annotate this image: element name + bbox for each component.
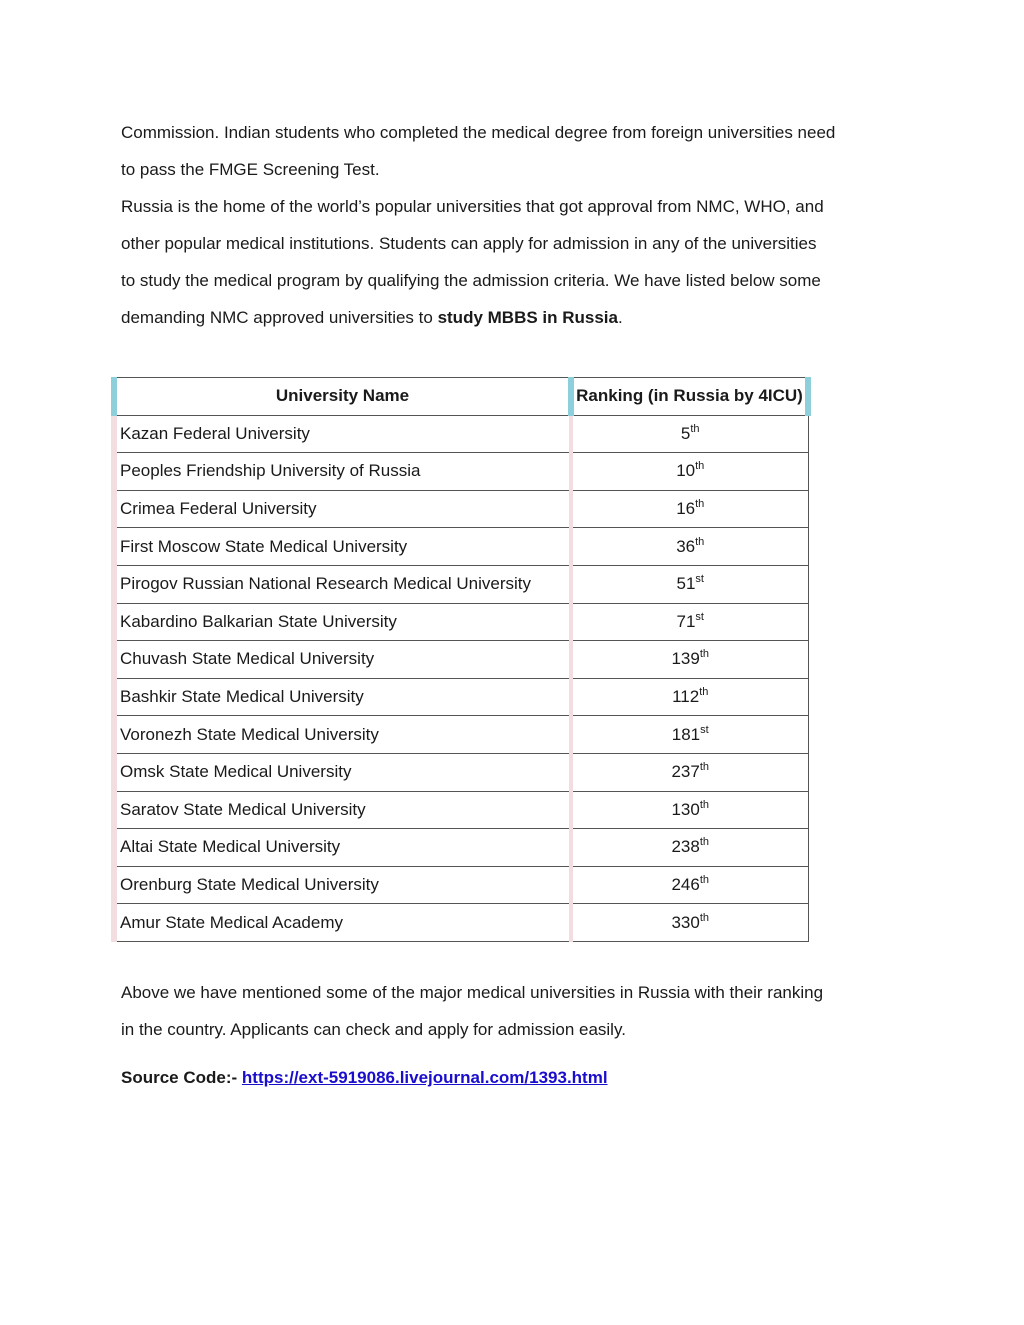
header-ranking: Ranking (in Russia by 4ICU) (571, 378, 808, 416)
rank-number: 237 (671, 762, 700, 782)
rank-number: 139 (671, 649, 700, 669)
ranking-cell (571, 528, 808, 566)
university-name-cell: Orenburg State Medical University (114, 866, 571, 904)
university-name-cell: Crimea Federal University (114, 490, 571, 528)
header-university-name: University Name (114, 378, 571, 416)
intro-line-1: Commission. Indian students who completed the medical degree from foreign universities need (121, 123, 836, 142)
rank-number: 51 (676, 574, 696, 594)
rank-ordinal-suffix: th (690, 422, 700, 435)
table-row (114, 678, 808, 716)
rank-ordinal-suffix: th (695, 460, 705, 473)
rank-number: 16 (676, 499, 696, 519)
russia-line-1: Russia is the home of the world’s popular universities that got approval from NMC, WHO, and (121, 197, 824, 216)
russia-paragraph (121, 188, 921, 336)
ranking-cell (571, 829, 808, 867)
table-header-row (114, 378, 808, 416)
table-row (114, 829, 808, 867)
rank-number: 112 (672, 687, 700, 707)
ranking-cell (571, 453, 808, 491)
rank-number: 330 (671, 912, 700, 932)
table-row (114, 641, 808, 679)
table-row (114, 603, 808, 641)
rank-ordinal-suffix: th (699, 798, 710, 811)
study-mbbs-bold-text: study MBBS in Russia (437, 308, 618, 327)
ranking-cell (571, 866, 808, 904)
rank-ordinal-suffix: th (699, 874, 710, 887)
rank-ordinal-suffix: st (695, 610, 704, 623)
university-name-cell: First Moscow State Medical University (114, 528, 571, 566)
rank-number: 130 (671, 799, 700, 819)
ranking-cell (571, 641, 808, 679)
ranking-cell (571, 565, 808, 603)
university-ranking-table (111, 377, 811, 942)
university-name-cell: Pirogov Russian National Research Medical University (114, 565, 571, 603)
ranking-cell (571, 716, 808, 754)
table-row (114, 528, 808, 566)
university-name-cell: Chuvash State Medical University (114, 641, 571, 679)
table-row (114, 565, 808, 603)
rank-number: 246 (671, 875, 700, 895)
rank-ordinal-suffix: th (699, 911, 710, 924)
ranking-cell (571, 904, 808, 942)
outro-line-1: Above we have mentioned some of the major medical universities in Russia with their ranking (121, 983, 824, 1002)
ranking-cell (571, 415, 808, 453)
ranking-cell (571, 753, 808, 791)
table-row (114, 904, 808, 942)
rank-number: 10 (676, 461, 696, 481)
russia-line-2: other popular medical institutions. Students can apply for admission in any of the universities (121, 234, 817, 253)
rank-ordinal-suffix: th (699, 648, 710, 661)
rank-ordinal-suffix: th (695, 498, 705, 511)
university-name-cell: Saratov State Medical University (114, 791, 571, 829)
rank-ordinal-suffix: th (699, 686, 709, 699)
university-name-cell: Bashkir State Medical University (114, 678, 571, 716)
outro-paragraph (121, 974, 921, 1048)
intro-paragraph (121, 114, 921, 188)
table-row (114, 716, 808, 754)
table-row (114, 415, 808, 453)
russia-line-4-prefix: demanding NMC approved universities to (121, 308, 438, 327)
university-name-cell: Kabardino Balkarian State University (114, 603, 571, 641)
table-row (114, 490, 808, 528)
intro-line-2: to pass the FMGE Screening Test. (121, 160, 380, 179)
rank-ordinal-suffix: th (699, 761, 710, 774)
table-row (114, 791, 808, 829)
rank-ordinal-suffix: st (700, 723, 709, 736)
russia-line-4-suffix: . (617, 308, 623, 327)
university-name-cell: Amur State Medical Academy (114, 904, 571, 942)
ranking-cell (571, 490, 808, 528)
rank-number: 181 (671, 724, 701, 744)
university-name-cell: Voronezh State Medical University (114, 716, 571, 754)
outro-line-2: in the country. Applicants can check and apply for admission easily. (121, 1020, 626, 1039)
rank-ordinal-suffix: st (695, 573, 704, 586)
rank-number: 238 (671, 837, 700, 857)
table-row (114, 453, 808, 491)
university-name-cell: Altai State Medical University (114, 829, 571, 867)
university-name-cell: Omsk State Medical University (114, 753, 571, 791)
ranking-cell (571, 603, 808, 641)
university-name-cell: Kazan Federal University (114, 415, 571, 453)
table-row (114, 753, 808, 791)
rank-number: 5 (680, 423, 691, 443)
rank-number: 36 (676, 536, 696, 556)
rank-number: 71 (676, 611, 696, 631)
table-body (114, 415, 808, 941)
russia-line-3: to study the medical program by qualifying the admission criteria. We have listed below some (121, 271, 821, 290)
rank-ordinal-suffix: th (699, 836, 710, 849)
table-row (114, 866, 808, 904)
ranking-cell (571, 678, 808, 716)
source-label: Source Code:- (121, 1068, 242, 1087)
university-name-cell: Peoples Friendship University of Russia (114, 453, 571, 491)
rank-ordinal-suffix: th (695, 535, 705, 548)
source-link[interactable]: https://ext-5919086.livejournal.com/1393.html (241, 1068, 608, 1087)
source-line (121, 1068, 608, 1088)
ranking-cell (571, 791, 808, 829)
